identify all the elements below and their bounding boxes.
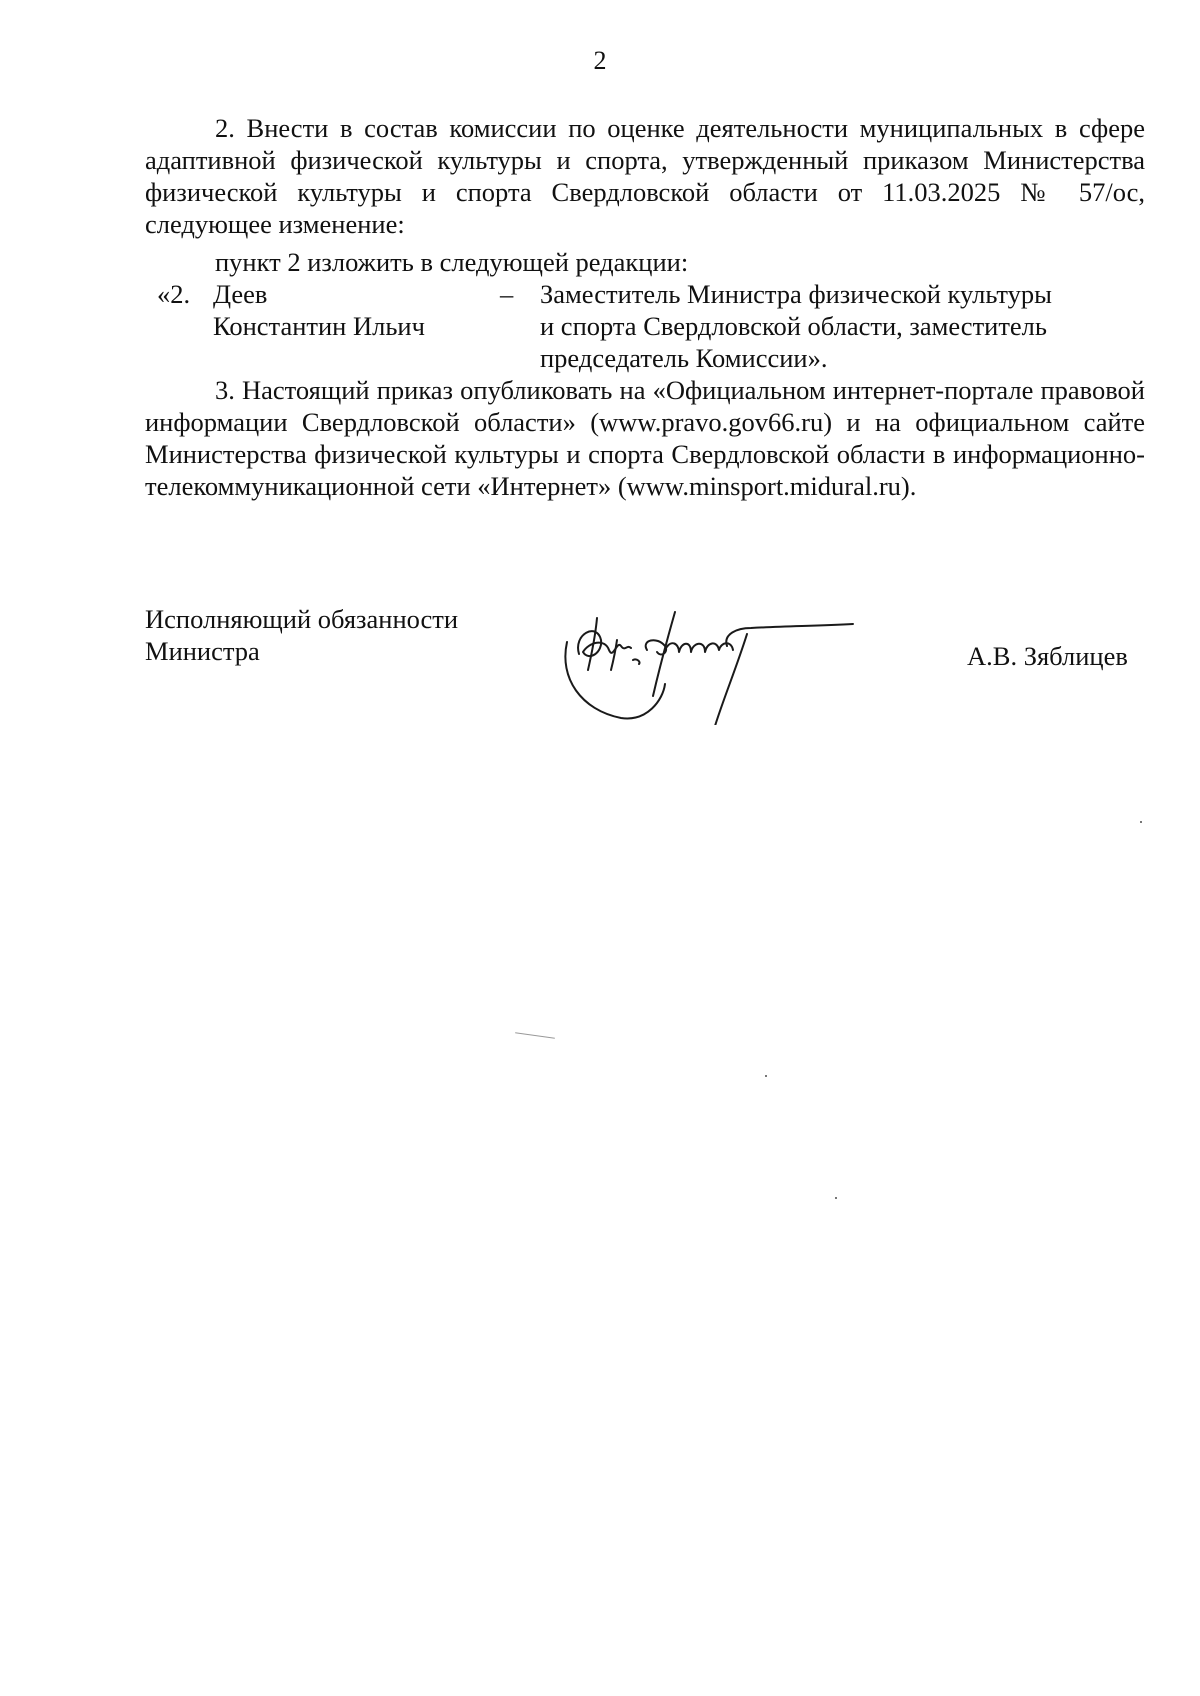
signatory-name: А.В. Зяблицев — [967, 641, 1128, 671]
paragraph-2-text: 2. Внести в состав комиссии по оценке деятельности муниципальных в сфере адаптивной физической культуры и спорта, утвержденный приказом Министерства физической культуры и спорта Свердловской области от 11.03.2025 № 57/ос, следующее изменение: — [145, 113, 1145, 239]
member-surname: Деев — [213, 279, 268, 309]
member-given-names: Константин Ильич — [213, 311, 425, 341]
member-position-line3: председатель Комиссии». — [540, 343, 828, 373]
scan-speck — [1140, 821, 1142, 823]
amendment-intro: пункт 2 изложить в следующей редакции: — [215, 247, 689, 277]
signatory-title-line2: Министра — [145, 636, 260, 666]
scan-speck — [765, 1075, 767, 1077]
paragraph-3-text: 3. Настоящий приказ опубликовать на «Официальном интернет-портале правовой информации Свердловской области» (www.pravo.gov66.ru) и на официальном сайте Министерства физической культуры и спорта Свердловской области в информационно-телекоммуникационной сети «Интернет» (www.minsport.midural.ru). — [145, 375, 1145, 501]
member-position-line1: Заместитель Министра физической культуры — [540, 279, 1052, 309]
scan-speck — [835, 1197, 837, 1199]
amendment-item-number: «2. — [157, 279, 191, 309]
page-number: 2 — [593, 46, 607, 75]
amendment-dash: – — [500, 279, 514, 309]
paragraph-3 — [145, 374, 1145, 502]
member-position-line2: и спорта Свердловской области, заместитель — [540, 311, 1047, 341]
signatory-title-line1: Исполняющий обязанности — [145, 604, 459, 634]
handwritten-signature — [555, 600, 865, 725]
scan-speck — [515, 1032, 555, 1039]
paragraph-2 — [145, 112, 1145, 240]
